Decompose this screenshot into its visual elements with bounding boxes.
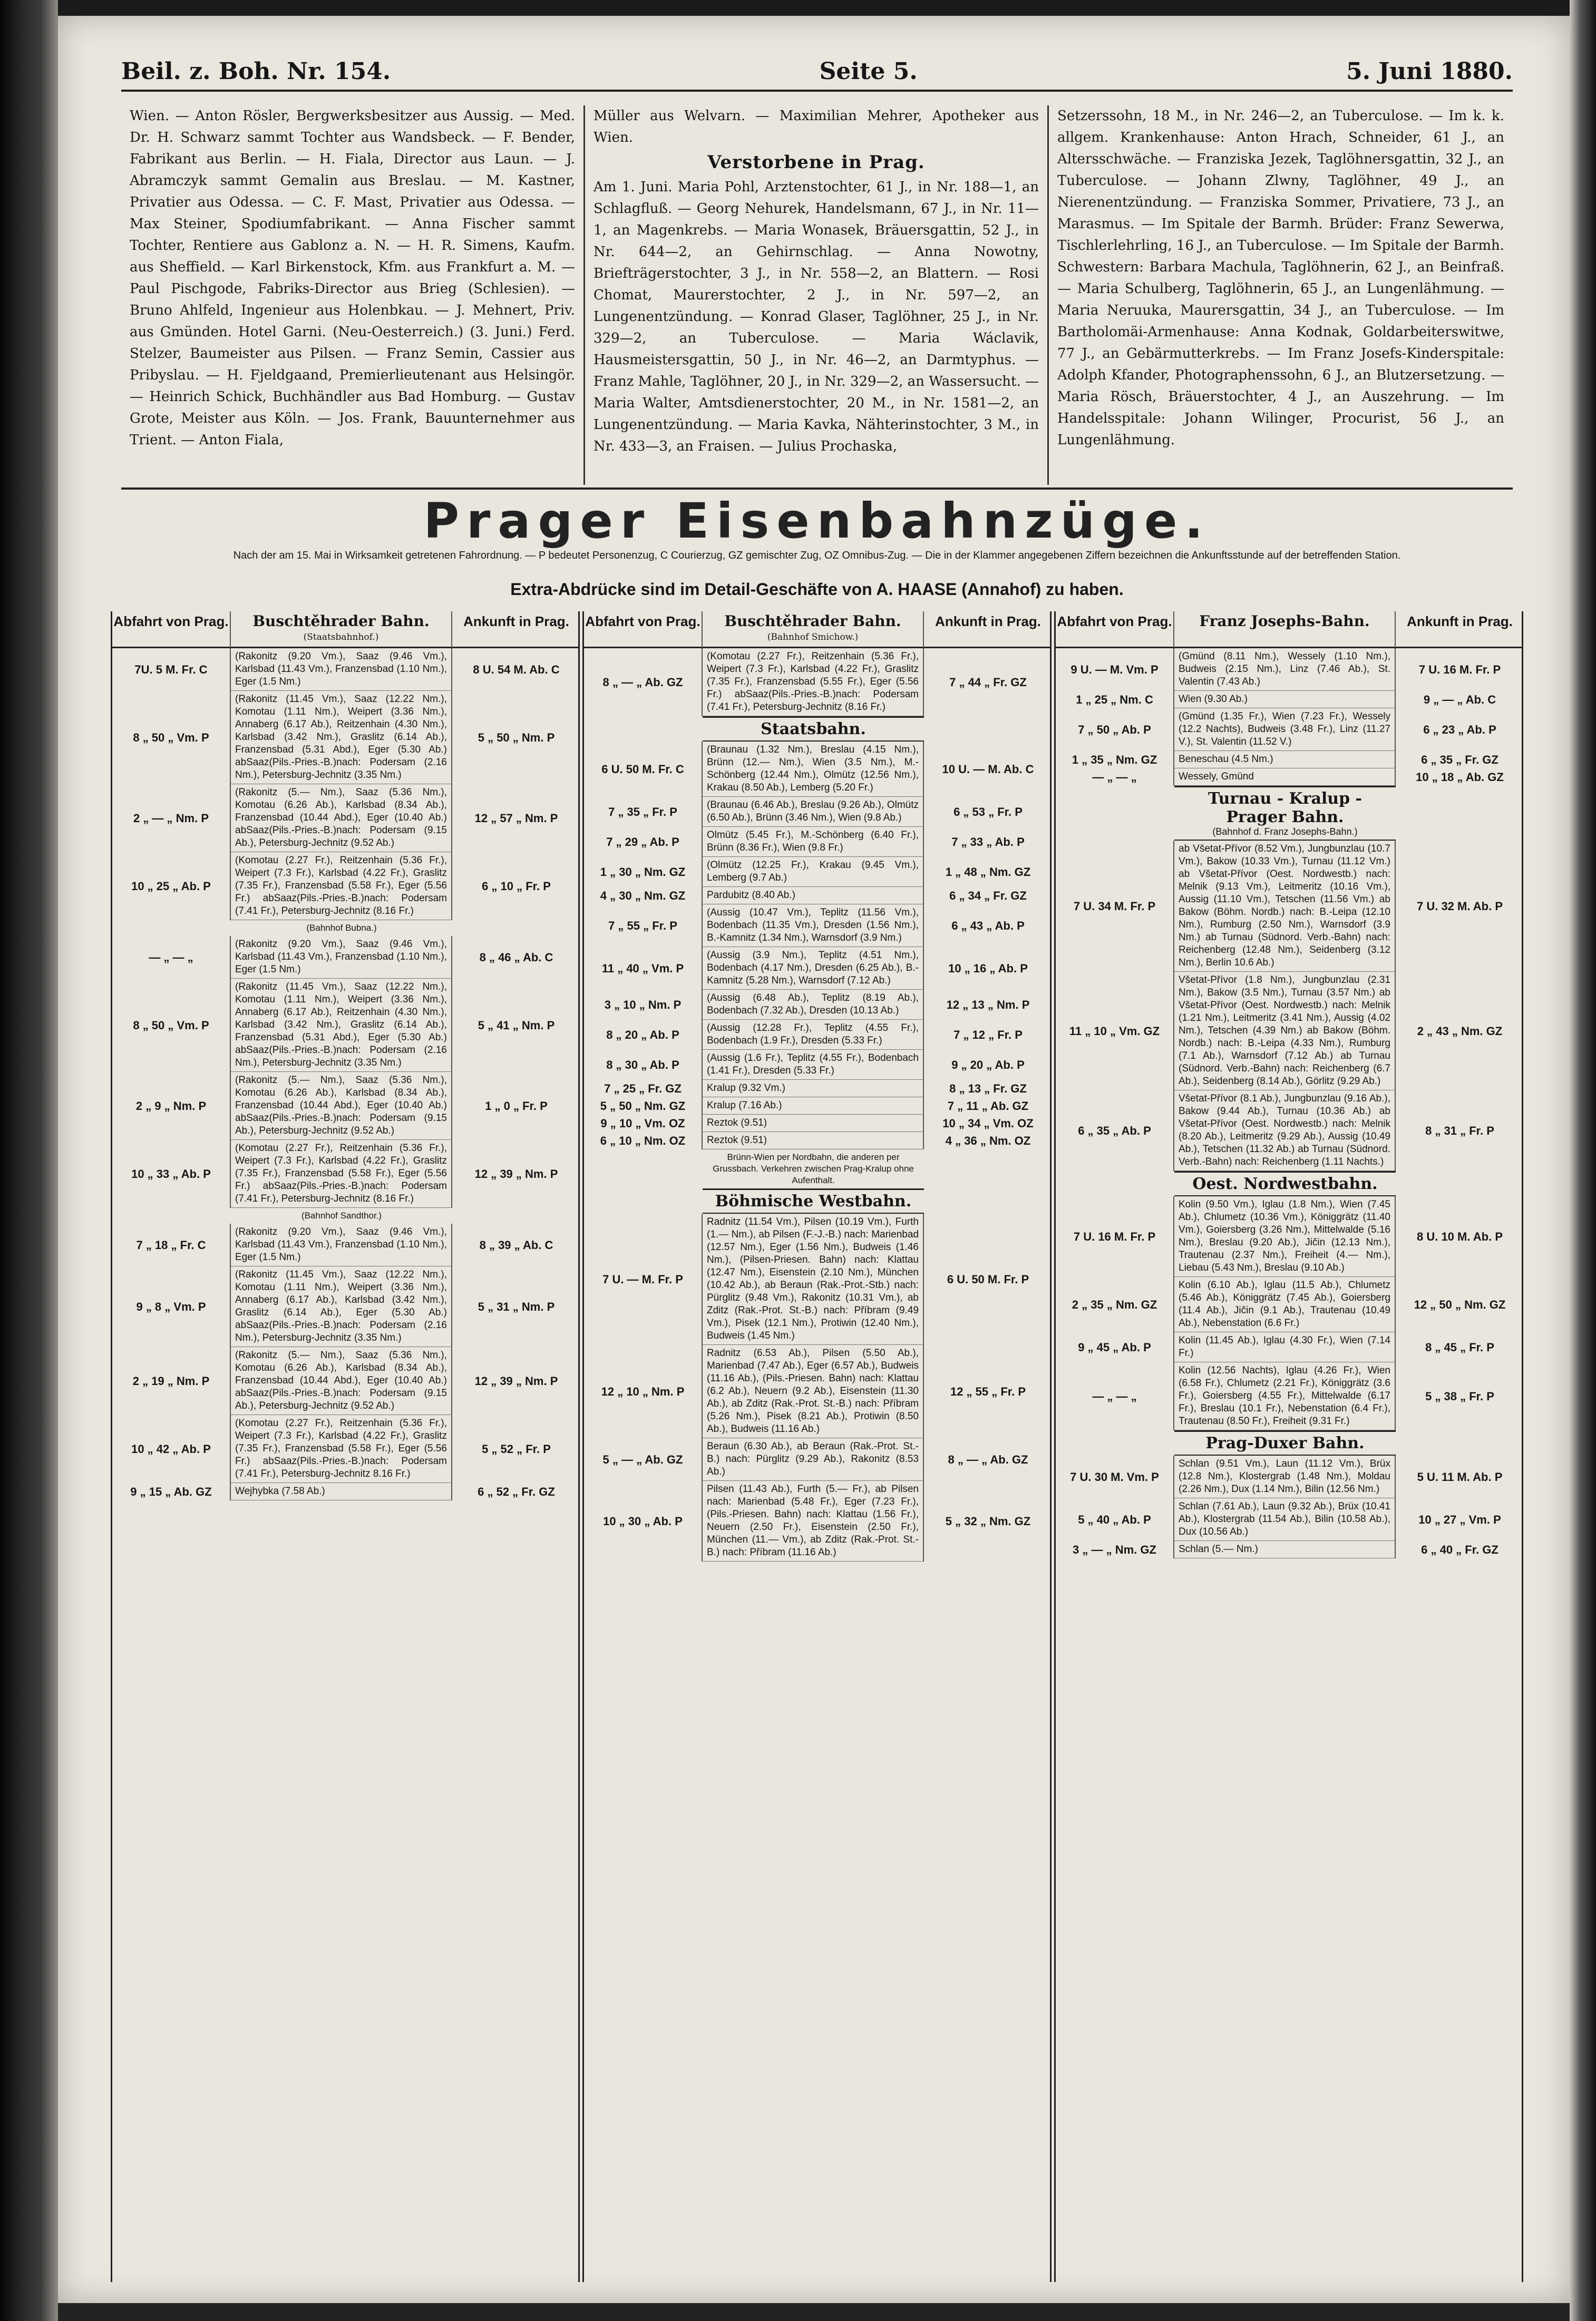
route-stations: Kolin (11.45 Ab.), Iglau (4.30 Fr.), Wien (7.14 Fr.) (1174, 1332, 1396, 1362)
departure-time: 5 „ 40 „ Ab. P (1056, 1498, 1174, 1541)
arrival-time: 8 „ 31 „ Fr. P (1396, 1090, 1523, 1171)
route-stations: (Aussig (3.9 Nm.), Teplitz (4.51 Nm.), Bodenbach (4.17 Nm.), Dresden (6.25 Ab.), B.-Kamnitz (5.28 Nm.), Warnsdorf (7.12 Ab.) (703, 947, 924, 990)
departure-time: 2 „ — „ Nm. P (112, 784, 231, 852)
route-stations: (Gmünd (8.11 Nm.), Wessely (1.10 Nm.), Budweis (2.15 Nm.), Linz (7.46 Ab.), St. Valentin (7.43 Ab.) (1174, 648, 1396, 691)
departure-time: 10 „ 33 „ Ab. P (112, 1140, 231, 1208)
route-stations: Wien (9.30 Ab.) (1174, 691, 1396, 708)
route-stations: (Komotau (2.27 Fr.), Reitzenhain (5.36 Fr.), Weipert (7.3 Fr.), Karlsbad (4.22 Fr.), Graslitz (7.35 Fr.), Franzensbad (5.58 Fr.), Eger (5.56 Fr.) abSaaz(Pils.-Pries.-B.)nach: Podersam (7.41 Fr.), Petersburg-Jechnitz (8.16 Fr.) (231, 852, 452, 920)
departure-time: 7 „ 35 „ Fr. P (584, 797, 703, 827)
route-stations: (Rakonitz (11.45 Vm.), Saaz (12.22 Nm.), Komotau (1.11 Nm.), Weipert (3.36 Nm.), Annaberg (6.17 Ab.), Karlsbad (3.42 Nm.), Graslitz (6.14 Ab.), Eger (5.30 Ab.) abSaaz(Pils.-Pries.-B.)nach: Podersam (2.16 Nm.), Petersburg-Jechnitz (3.35 Nm.) (231, 1266, 452, 1347)
arrival-time: 9 „ 20 „ Ab. P (924, 1050, 1052, 1080)
railway-section-title: Oest. Nordwestbahn. (1174, 1171, 1396, 1196)
header-date: 5. Juni 1880. (1346, 57, 1513, 85)
section-spacer-left (584, 716, 703, 742)
departure-time: 10 „ 30 „ Ab. P (584, 1481, 703, 1562)
departure-header: Abfahrt von Prag. (584, 611, 703, 648)
railway-line-title: Buschtěhrader Bahn. (Staatsbahnhof.) (231, 611, 452, 648)
notices-section (121, 105, 1513, 485)
arrival-time: 5 „ 50 „ Nm. P (452, 691, 580, 784)
departure-time: 9 „ 10 „ Vm. OZ (584, 1115, 703, 1132)
route-stations: (Komotau (2.27 Fr.), Reitzenhain (5.36 Fr.), Weipert (7.3 Fr.), Karlsbad (4.22 Fr.), Graslitz (7.35 Fr.), Franzensbad (5.55 Fr.), Eger (5.56 Fr.) abSaaz(Pils.-Pries.-B.)nach: Podersam (7.41 Fr.), Petersburg-Jechnitz (8.16 Fr.) (703, 648, 924, 716)
route-stations: Kolin (6.10 Ab.), Iglau (11.5 Ab.), Chlumetz (5.46 Ab.), Königgrätz (7.45 Ab.), Goiersberg (11.4 Ab.), Jičin (9.1 Ab.), Trautenau (10.49 Ab.), Nebenstation (6.6 Fr.) (1174, 1277, 1396, 1332)
spacer (924, 1149, 1052, 1188)
route-stations: Schlan (9.51 Vm.), Laun (11.12 Vm.), Brüx (12.8 Nm.), Klostergrab (1.48 Nm.), Moldau (2.26 Nm.), Dux (1.14 Nm.), Bilin (12.56 Nm.) (1174, 1456, 1396, 1498)
departure-time: 2 „ 19 „ Nm. P (112, 1347, 231, 1415)
timetable-intro: Nach der am 15. Mai in Wirksamkeit getretenen Fahrordnung. — P bedeutet Personenzug, C Courierzug, GZ gemischter Zug, OZ Omnibus-Zug. — Die in der Klammer angegebenen Ziffern bezeichnen die Ankunftsstunde auf der betreffenden Station. (233, 550, 1401, 561)
scan-border-left (0, 0, 58, 2321)
arrival-time: 7 U. 16 M. Fr. P (1396, 648, 1523, 691)
arrivals-column-1 (121, 105, 585, 485)
railway-section-title: Turnau - Kralup - Prager Bahn. (Bahnhof d. Franz Josephs-Bahn.) (1174, 786, 1396, 841)
departure-time: 7 U. 30 M. Vm. P (1056, 1456, 1174, 1498)
route-stations: (Rakonitz (9.20 Vm.), Saaz (9.46 Vm.), Karlsbad (11.43 Vm.), Franzensbad (1.10 Nm.), Eger (1.5 Nm.) (231, 648, 452, 691)
departure-time: 10 „ 42 „ Ab. P (112, 1415, 231, 1483)
page-header (121, 53, 1513, 92)
departure-time: 7 „ 55 „ Fr. P (584, 904, 703, 947)
route-stations: (Aussig (1.6 Fr.), Teplitz (4.55 Fr.), Bodenbach (1.41 Fr.), Dresden (5.33 Fr.) (703, 1050, 924, 1080)
arrival-time: 6 „ 34 „ Fr. GZ (924, 887, 1052, 904)
arrival-time: 7 „ 11 „ Ab. GZ (924, 1097, 1052, 1115)
arrival-time: 5 „ 41 „ Nm. P (452, 979, 580, 1072)
departure-time: 9 „ 8 „ Vm. P (112, 1266, 231, 1347)
arrivals-text-3: Setzerssohn, 18 M., in Nr. 246—2, an Tuberculose. — Im k. k. allgem. Krankenhause: Anton Hrach, Schneider, 61 J., an Altersschwäche. — Franziska Jezek, Taglöhnersgattin, 32 J., an Tuberculose. — Johann Zlwny, Taglöhner, 49 J., an Nierenentzündung. — Franziska Sommer, Privatiere, 73 J., an Marasmus. — Im Spitale der Barmh. Brüder: Franz Sewerwa, Tischlerlehrling, 16 J., an Tuberculose. — Im Spitale der Barmh. Schwestern: Barbara Machula, Taglöhnerin, 62 J., an Beinfraß. — Maria Schulberg, Taglöhnerin, 65 J., an Lungenlähmung. — Maria Neruuka, Maurersgattin, 34 J., an Tuberculose. — Im Bartholomäi-Armenhause: Anna Kodnak, Goldarbeiterswitwe, 77 J., an Gebärmutterkrebs. — Im Franz Josefs-Kinderspitale: Adolph Kfander, Photographenssohn, 6 J., an Blutzersetzung. — Maria Rösch, Bräuerstochter, 4 J., an Auszehrung. — Im Handelsspitale: Johann Wilinger, Procurist, 56 J., an Lungenlähmung. (1057, 108, 1504, 448)
route-stations: Beraun (6.30 Ab.), ab Beraun (Rak.-Prot. St.-B.) nach: Pürglitz (9.29 Ab.), Rakonitz (8.53 Ab.) (703, 1438, 924, 1481)
route-stations: (Rakonitz (11.45 Vm.), Saaz (12.22 Nm.), Komotau (1.11 Nm.), Weipert (3.36 Nm.), Annaberg (6.17 Ab.), Reitzenhain (4.30 Nm.), Karlsbad (3.42 Nm.), Graslitz (6.14 Ab.), Franzensbad (5.31 Abd.), Eger (5.30 Ab.) abSaaz(Pils.-Pries.-B.)nach: Podersam (2.16 Nm.), Petersburg-Jechnitz (3.35 Nm.) (231, 979, 452, 1072)
route-stations: Pilsen (11.43 Ab.), Furth (5.— Fr.), ab Pilsen nach: Marienbad (5.48 Fr.), Eger (7.23 Fr.), (Pils.-Priesen. Bahn) nach: Klattau (1.56 Fr.), Neuern (2.50 Fr.), Eisenstein (2.50 Fr.), München (11.— Vm.), ab Zditz (Rak.-Prot. St.-B.) nach: Příbram (11.16 Ab.) (703, 1481, 924, 1562)
departure-time: 8 „ — „ Ab. GZ (584, 648, 703, 716)
scan-border-bottom (58, 2303, 1570, 2321)
route-stations: Pardubitz (8.40 Ab.) (703, 887, 924, 904)
section-spacer-right (1396, 1171, 1523, 1196)
departure-time: 2 „ 9 „ Nm. P (112, 1072, 231, 1140)
departure-time: — „ — „ (112, 936, 231, 979)
timetables (111, 611, 1523, 2282)
section-spacer-left (584, 1188, 703, 1214)
departure-header: Abfahrt von Prag. (1056, 611, 1174, 648)
arrival-time: 7 „ 12 „ Fr. P (924, 1020, 1052, 1050)
departure-time: 6 „ 10 „ Nm. OZ (584, 1132, 703, 1149)
departure-time: 1 „ 25 „ Nm. C (1056, 691, 1174, 708)
departure-time: 3 „ — „ Nm. GZ (1056, 1541, 1174, 1558)
route-stations: (Olmütz (12.25 Fr.), Krakau (9.45 Vm.), Lemberg (9.7 Ab.) (703, 857, 924, 887)
departure-time: 5 „ — „ Ab. GZ (584, 1438, 703, 1481)
section-spacer-left (1056, 1171, 1174, 1196)
arrival-time: 10 U. — M. Ab. C (924, 742, 1052, 797)
arrival-time: 2 „ 43 „ Nm. GZ (1396, 972, 1523, 1090)
railway-station-subtitle: (Bahnhof Smichow.) (767, 632, 859, 642)
arrival-time: 12 „ 39 „ Nm. P (452, 1347, 580, 1415)
route-stations: Schlan (7.61 Ab.), Laun (9.32 Ab.), Brüx (10.41 Ab.), Klostergrab (11.54 Ab.), Bilin (10.58 Ab.), Dux (10.56 Ab.) (1174, 1498, 1396, 1541)
route-stations: Schlan (5.— Nm.) (1174, 1541, 1396, 1558)
footnote: Brünn-Wien per Nordbahn, die anderen per Grussbach. Verkehren zwischen Prag-Kralup ohne Aufenthalt. (713, 1152, 914, 1185)
spacer (112, 1208, 231, 1224)
arrival-time: 8 U. 10 M. Ab. P (1396, 1196, 1523, 1277)
departure-time: 7 U. 16 M. Fr. P (1056, 1196, 1174, 1277)
arrival-header: Ankunft in Prag. (452, 611, 580, 648)
route-stations: (Aussig (10.47 Vm.), Teplitz (11.56 Vm.), Bodenbach (11.35 Vm.), Dresden (1.56 Nm.), B.-Kamnitz (1.34 Nm.), Warnsdorf (3.9 Nm.) (703, 904, 924, 947)
route-stations: (Komotau (2.27 Fr.), Reitzenhain (5.36 Fr.), Weipert (7.3 Fr.), Karlsbad (4.22 Fr.), Graslitz (7.35 Fr.), Franzensbad (5.58 Fr.), Eger (5.56 Fr.) abSaaz(Pils.-Pries.-B.)nach: Podersam (7.41 Fr.), Petersburg-Jechnitz 8.16 Fr.) (231, 1415, 452, 1483)
arrival-time: 8 U. 54 M. Ab. C (452, 648, 580, 691)
arrival-time: 8 „ 45 „ Fr. P (1396, 1332, 1523, 1362)
arrival-time: 5 U. 11 M. Ab. P (1396, 1456, 1523, 1498)
arrival-time: 10 „ 27 „ Vm. P (1396, 1498, 1523, 1541)
route-stations: (Rakonitz (5.— Nm.), Saaz (5.36 Nm.), Komotau (6.26 Ab.), Karlsbad (8.34 Ab.), Franzensbad (10.44 Abd.), Eger (10.40 Ab.) abSaaz(Pils.-Pries.-B.)nach: Podersam (9.15 Ab.), Petersburg-Jechnitz (9.52 Ab.) (231, 784, 452, 852)
departure-time: 3 „ 10 „ Nm. P (584, 990, 703, 1020)
departure-time: 9 „ 45 „ Ab. P (1056, 1332, 1174, 1362)
railway-line-title: Buschtěhrader Bahn. (Bahnhof Smichow.) (703, 611, 924, 648)
arrivals-column-2 (585, 105, 1049, 485)
departure-time: 4 „ 30 „ Nm. GZ (584, 887, 703, 904)
timetable-column (582, 611, 1052, 2282)
route-stations: Všetat-Přívor (1.8 Nm.), Jungbunzlau (2.31 Nm.), Bakow (3.5 Nm.), Turnau (3.57 Nm.) ab Všetat-Přívor (Oest. Nordwestb.) nach: Melnik (1.21 Nm.), Leitmeritz (3.41 Nm.), Aussig (4.02 Nm.), Tetschen (4.39 Nm.) ab Bakow (Böhm. Nordb.) nach: B.-Leipa (4.33 Nm.), Rumburg (7.1 Ab.), Warnsdorf (7.12 Ab.) ab Turnau (Südnord. Verb.-Bahn) nach: Reichenberg (6.7 Ab.), Seidenberg (8.14 Ab.), Görlitz (9.29 Ab.) (1174, 972, 1396, 1090)
departure-time: 6 U. 50 M. Fr. C (584, 742, 703, 797)
route-stations: (Gmünd (1.35 Fr.), Wien (7.23 Fr.), Wessely (12.2 Nachts), Budweis (3.48 Fr.), Linz (11.27 V.), St. Valentin (11.52 V.) (1174, 708, 1396, 751)
arrival-time: 7 „ 44 „ Fr. GZ (924, 648, 1052, 716)
deaths-text: Am 1. Juni. Maria Pohl, Arztenstochter, 61 J., in Nr. 188—1, an Schlagfluß. — Georg Nehurek, Handelsmann, 67 J., in Nr. 11—1, an Magenkrebs. — Maria Wonasek, Bräuersgattin, 52 J., in Nr. 644—2, an Gehirnschlag. — Anna Nowotny, Briefträgerstochter, 3 J., in Nr. 558—2, an Blattern. — Rosi Chomat, Maurerstochter, 2 J., in Nr. 597—2, an Lungenentzündung. — Konrad Glaser, Taglöhner, 25 J., in Nr. 329—2, an Tuberculose. — Maria Wáclavik, Hausmeistersgattin, 50 J., in Nr. 46—2, an Darmtyphus. — Franz Mahle, Taglöhner, 20 J., in Nr. 329—2, an Wassersucht. — Maria Walter, Amtsdienerstochter, 20 M., in Nr. 1581—2, an Lungenentzündung. — Maria Kavka, Nähterinstochter, 3 M., in Nr. 433—3, an Fraisen. — Julius Prochaska, (593, 179, 1039, 454)
arrival-time: 7 „ 33 „ Ab. P (924, 827, 1052, 857)
route-stations: (Braunau (6.46 Ab.), Breslau (9.26 Ab.), Olmütz (6.50 Ab.), Brünn (3.46 Nm.), Wien (9.8 Ab.) (703, 797, 924, 827)
route-stations: (Rakonitz (5.— Nm.), Saaz (5.36 Nm.), Komotau (6.26 Ab.), Karlsbad (8.34 Ab.), Franzensbad (10.44 Abd.), Eger (10.40 Ab.) abSaaz(Pils.-Pries.-B.)nach: Podersam (9.15 Ab.), Petersburg-Jechnitz (9.52 Ab.) (231, 1072, 452, 1140)
arrival-time: 6 U. 50 M. Fr. P (924, 1214, 1052, 1345)
spacer (112, 920, 231, 936)
railway-station-subtitle: (Staatsbahnhof.) (303, 632, 379, 642)
departure-time: — „ — „ (1056, 1362, 1174, 1430)
arrival-time: 12 „ 57 „ Nm. P (452, 784, 580, 852)
railway-section-subtitle: (Bahnhof d. Franz Josephs-Bahn.) (1212, 826, 1358, 837)
route-stations: Kolin (9.50 Vm.), Iglau (1.8 Nm.), Wien (7.45 Ab.), Chlumetz (10.36 Vm.), Königgrätz (11.40 Vm.), Goiersberg (3.26 Nm.), Mittelwalde (5.16 Nm.), Breslau (9.20 Ab.), Jičin (12.13 Nm.), Trautenau (2.37 Nm.), Freiheit (4.— Nm.), Liebau (5.43 Nm.), Breslau (9.10 Ab.) (1174, 1196, 1396, 1277)
section-spacer-right (924, 1188, 1052, 1214)
route-stations: Kolin (12.56 Nachts), Iglau (4.26 Fr.), Wien (6.58 Fr.), Chlumetz (2.21 Fr.), Königgrätz (3.6 Fr.), Goiersberg (4.55 Fr.), Mittelwalde (6.17 Fr.), Breslau (10.1 Fr.), Nebenstation (6.4 Fr.), Trautenau (8.50 Fr.), Freiheit (9.31 Fr.) (1174, 1362, 1396, 1430)
section-spacer-left (1056, 1430, 1174, 1456)
departure-time: 1 „ 30 „ Nm. GZ (584, 857, 703, 887)
railway-line-title: Franz Josephs-Bahn. (1174, 611, 1396, 648)
extra-print-notice: Extra-Abdrücke sind im Detail-Geschäfte von A. HAASE (Annahof) zu haben. (510, 580, 1124, 599)
route-stations: Wessely, Gmünd (1174, 768, 1396, 786)
arrival-time: 8 „ 39 „ Ab. C (452, 1224, 580, 1266)
arrival-time: 12 „ 50 „ Nm. GZ (1396, 1277, 1523, 1332)
arrival-header: Ankunft in Prag. (1396, 611, 1523, 648)
arrival-time: 1 „ 0 „ Fr. P (452, 1072, 580, 1140)
departure-header: Abfahrt von Prag. (112, 611, 231, 648)
arrival-time: 6 „ 40 „ Fr. GZ (1396, 1541, 1523, 1558)
departure-time: 6 „ 35 „ Ab. P (1056, 1090, 1174, 1171)
spacer (584, 1149, 703, 1188)
railway-section-title: Prag-Duxer Bahn. (1174, 1430, 1396, 1456)
departure-time: 12 „ 10 „ Nm. P (584, 1345, 703, 1438)
arrival-time: 1 „ 48 „ Nm. GZ (924, 857, 1052, 887)
arrival-time: 6 „ 43 „ Ab. P (924, 904, 1052, 947)
departure-time: 7 „ 25 „ Fr. GZ (584, 1080, 703, 1097)
arrival-time: 7 U. 32 M. Ab. P (1396, 841, 1523, 972)
arrivals-column-3 (1049, 105, 1513, 485)
route-stations: (Rakonitz (9.20 Vm.), Saaz (9.46 Vm.), Karlsbad (11.43 Vm.), Franzensbad (1.10 Nm.), Eger (1.5 Nm.) (231, 936, 452, 979)
arrival-time: 10 „ 18 „ Ab. GZ (1396, 768, 1523, 786)
section-spacer-right (1396, 786, 1523, 841)
departure-time: 1 „ 35 „ Nm. GZ (1056, 751, 1174, 768)
arrival-time: 8 „ — „ Ab. GZ (924, 1438, 1052, 1481)
arrivals-text-2: Müller aus Welvarn. — Maximilian Mehrer, Apotheker aus Wien. (593, 108, 1039, 145)
arrival-time: 6 „ 23 „ Ab. P (1396, 708, 1523, 751)
arrival-time: 5 „ 31 „ Nm. P (452, 1266, 580, 1347)
newspaper-page (58, 16, 1570, 2303)
spacer (452, 1208, 580, 1224)
spacer (452, 920, 580, 936)
station-subtitle: (Bahnhof Sandthor.) (301, 1211, 382, 1221)
departure-time: 7 „ 18 „ Fr. C (112, 1224, 231, 1266)
header-page-number: Seite 5. (819, 57, 918, 85)
route-stations: (Rakonitz (5.— Nm.), Saaz (5.36 Nm.), Komotau (6.26 Ab.), Karlsbad (8.34 Ab.), Franzensbad (10.44 Abd.), Eger (10.40 Ab.) abSaaz(Pils.-Pries.-B.)nach: Podersam (9.15 Ab.), Petersburg-Jechnitz (9.52 Ab.) (231, 1347, 452, 1415)
route-stations: Kralup (9.32 Vm.) (703, 1080, 924, 1097)
section-spacer-right (924, 716, 1052, 742)
departure-time: 8 „ 20 „ Ab. P (584, 1020, 703, 1050)
route-stations: Kralup (7.16 Ab.) (703, 1097, 924, 1115)
departure-time: 9 U. — M. Vm. P (1056, 648, 1174, 691)
arrival-time: 6 „ 53 „ Fr. P (924, 797, 1052, 827)
station-subtitle: (Bahnhof Bubna.) (306, 923, 377, 933)
arrival-time: 5 „ 52 „ Fr. P (452, 1415, 580, 1483)
departure-time: 8 „ 50 „ Vm. P (112, 979, 231, 1072)
route-stations: ab Všetat-Přívor (8.52 Vm.), Jungbunzlau (10.7 Vm.), Bakow (10.33 Vm.), Turnau (11.12 Vm.) ab Všetat-Přívor (Oest. Nordwestb.) nach: Melnik (9.13 Vm.), Leitmeritz (10.16 Vm.), Aussig (11.10 Vm.), Tetschen (11.56 Vm.) ab Bakow (Böhm. Nordb.) nach: B.-Leipa (12.10 Nm.), Rumburg (2.50 Nm.), Warnsdorf (3.9 Nm.) ab Turnau (Südnord. Verb.-Bahn) nach: Reichenberg (12.48 Nm.), Seidenberg (3.12 Nm.), Berlin 10.6 Ab.) (1174, 841, 1396, 972)
departure-time: 9 „ 15 „ Ab. GZ (112, 1483, 231, 1500)
railway-section-title: Staatsbahn. (703, 716, 924, 742)
route-stations: Radnitz (6.53 Ab.), Pilsen (5.50 Ab.), Marienbad (7.47 Ab.), Eger (6.57 Ab.), Budweis (11.16 Ab.), (Pils.-Priesen. Bahn) nach: Klattau (6.2 Ab.), Neuern (9.2 Ab.), Eisenstein (11.30 Ab.), ab Zditz (Rak.-Prot. St.-B.) nach: Příbram (5.26 Nm.), Pisek (8.21 Ab.), Protiwin (8.50 Ab.), Budweis (11.16 Ab.) (703, 1345, 924, 1438)
arrival-time: 12 „ 55 „ Fr. P (924, 1345, 1052, 1438)
route-stations: Wejhybka (7.58 Ab.) (231, 1483, 452, 1500)
route-stations: (Braunau (1.32 Nm.), Breslau (4.15 Nm.), Brünn (12.— Nm.), Wien (3.5 Nm.), M.-Schönberg (12.44 Nm.), Olmütz (12.56 Nm.), Krakau (8.50 Ab.), Lemberg (5.20 Fr.) (703, 742, 924, 797)
departure-time: 7U. 5 M. Fr. C (112, 648, 231, 691)
page-title: Prager Eisenbahnzüge. (423, 493, 1211, 549)
route-stations: Reztok (9.51) (703, 1115, 924, 1132)
arrival-time: 12 „ 13 „ Nm. P (924, 990, 1052, 1020)
departure-time: — „ — „ (1056, 768, 1174, 786)
departure-time: 5 „ 50 „ Nm. GZ (584, 1097, 703, 1115)
arrival-time: 8 „ 13 „ Fr. GZ (924, 1080, 1052, 1097)
departure-time: 7 U. 34 M. Fr. P (1056, 841, 1174, 972)
timetable-column (111, 611, 580, 2282)
departure-time: 8 „ 50 „ Vm. P (112, 691, 231, 784)
departure-time: 7 „ 50 „ Ab. P (1056, 708, 1174, 751)
route-stations: (Rakonitz (9.20 Vm.), Saaz (9.46 Vm.), Karlsbad (11.43 Vm.), Franzensbad (1.10 Nm.), Eger (1.5 Nm.) (231, 1224, 452, 1266)
route-stations: Beneschau (4.5 Nm.) (1174, 751, 1396, 768)
departure-time: 2 „ 35 „ Nm. GZ (1056, 1277, 1174, 1332)
route-stations: Olmütz (5.45 Fr.), M.-Schönberg (6.40 Fr.), Brünn (8.36 Fr.), Wien (9.8 Fr.) (703, 827, 924, 857)
route-stations: (Aussig (12.28 Fr.), Teplitz (4.55 Fr.), Bodenbach (1.9 Fr.), Dresden (5.33 Fr.) (703, 1020, 924, 1050)
arrival-header: Ankunft in Prag. (924, 611, 1052, 648)
route-stations: Radnitz (11.54 Vm.), Pilsen (10.19 Vm.), Furth (1.— Nm.), ab Pilsen (F.-J.-B.) nach: Marienbad (12.57 Nm.), Eger (1.56 Nm.), Budweis (1.46 Nm.), (Pilsen-Priesen. Bahn) nach: Klattau (12.47 Nm.), Eisenstein (2.10 Nm.), München (10.42 Ab.), ab Beraun (Rak.-Prot.-Stb.) nach: Pürglitz (9.48 Vm.), Rakonitz (10.31 Vm.), ab Zditz (Rak.-Prot. St.-B.) nach: Příbram (9.49 Vm.), Pisek (12.1 Nm.), Protiwin (12.40 Nm.), Budweis (1.45 Nm.) (703, 1214, 924, 1345)
section-spacer-left (1056, 786, 1174, 841)
scan-border-right (1570, 0, 1596, 2321)
timetable-column (1054, 611, 1523, 2282)
arrival-time: 6 „ 35 „ Fr. GZ (1396, 751, 1523, 768)
route-stations: Všetat-Přívor (8.1 Ab.), Jungbunzlau (9.16 Ab.), Bakow (9.44 Ab.), Turnau (10.36 Ab.) ab Všetat-Přívor (Oest. Nordwestb.) nach: Melnik (8.20 Ab.), Leitmeritz (9.29 Ab.), Aussig (10.49 Ab.), Tetschen (11.32 Ab.) ab Turnau (Südnord. Verb.-Bahn) nach: Reichenberg (1.11 Nachts.) (1174, 1090, 1396, 1171)
arrival-time: 6 „ 52 „ Fr. GZ (452, 1483, 580, 1500)
section-spacer-right (1396, 1430, 1523, 1456)
arrival-time: 8 „ 46 „ Ab. C (452, 936, 580, 979)
departure-time: 7 „ 29 „ Ab. P (584, 827, 703, 857)
arrival-time: 6 „ 10 „ Fr. P (452, 852, 580, 920)
arrivals-text-1: Wien. — Anton Rösler, Bergwerksbesitzer aus Aussig. — Med. Dr. H. Schwarz sammt Tochter aus Wandsbeck. — F. Bender, Fabrikant aus Berlin. — H. Fiala, Director aus Laun. — J. Abramczyk sammt Gemalin aus Breslau. — M. Kastner, Privatier aus Odessa. — C. F. Mast, Privatier aus Odessa. — Max Steiner, Spodiumfabrikant. — Anna Fischer sammt Tochter, Rentiere aus Gablonz a. N. — H. R. Simens, Kaufm. aus Sheffield. — Karl Birkenstock, Kfm. aus Frankfurt a. M. — Paul Pischgode, Fabriks-Director aus Brieg (Schlesien). — Bruno Ahlfeld, Ingenieur aus Holenbkau. — J. Mehnert, Priv. aus Gmünden. Hotel Garni. (Neu-Oesterreich.) (3. Juni.) Ferd. Stelzer, Baumeister aus Pilsen. — Franz Semin, Cassier aus Pribyslau. — H. Fjeldgaand, Premierlieutenant aus Helsingör. — Heinrich Schick, Buchhändler aus Bad Homburg. — Gustav Grote, Meister aus Köln. — Jos. Frank, Bauunternehmer aus Trient. — Anton Fiala, (130, 108, 575, 448)
section-divider (121, 487, 1513, 490)
route-stations: (Aussig (6.48 Ab.), Teplitz (8.19 Ab.), Bodenbach (7.32 Ab.), Dresden (10.13 Ab.) (703, 990, 924, 1020)
departure-time: 10 „ 25 „ Ab. P (112, 852, 231, 920)
deaths-heading: Verstorbene in Prag. (707, 152, 925, 173)
arrival-time: 12 „ 39 „ Nm. P (452, 1140, 580, 1208)
route-stations: (Rakonitz (11.45 Vm.), Saaz (12.22 Nm.), Komotau (1.11 Nm.), Weipert (3.36 Nm.), Annaberg (6.17 Ab.), Reitzenhain (4.30 Nm.), Karlsbad (3.42 Nm.), Graslitz (6.14 Ab.), Franzensbad (5.31 Abd.), Eger (5.30 Ab.) abSaaz(Pils.-Pries.-B.)nach: Podersam (2.16 Nm.), Petersburg-Jechnitz (3.35 Nm.) (231, 691, 452, 784)
departure-time: 11 „ 10 „ Vm. GZ (1056, 972, 1174, 1090)
arrival-time: 10 „ 16 „ Ab. P (924, 947, 1052, 990)
departure-time: 8 „ 30 „ Ab. P (584, 1050, 703, 1080)
route-stations: (Komotau (2.27 Fr.), Reitzenhain (5.36 Fr.), Weipert (7.3 Fr.), Karlsbad (4.22 Fr.), Graslitz (7.35 Fr.), Franzensbad (5.58 Fr.), Eger (5.56 Fr.) abSaaz(Pils.-Pries.-B.)nach: Podersam (7.41 Fr.), Petersburg-Jechnitz (8.16 Fr.) (231, 1140, 452, 1208)
arrival-time: 9 „ — „ Ab. C (1396, 691, 1523, 708)
header-issue: Beil. z. Boh. Nr. 154. (121, 57, 391, 85)
arrival-time: 4 „ 36 „ Nm. OZ (924, 1132, 1052, 1149)
railway-section-title: Böhmische Westbahn. (703, 1188, 924, 1214)
route-stations: Reztok (9.51) (703, 1132, 924, 1149)
departure-time: 7 U. — M. Fr. P (584, 1214, 703, 1345)
arrival-time: 5 „ 32 „ Nm. GZ (924, 1481, 1052, 1562)
arrival-time: 5 „ 38 „ Fr. P (1396, 1362, 1523, 1430)
arrival-time: 10 „ 34 „ Vm. OZ (924, 1115, 1052, 1132)
departure-time: 11 „ 40 „ Vm. P (584, 947, 703, 990)
